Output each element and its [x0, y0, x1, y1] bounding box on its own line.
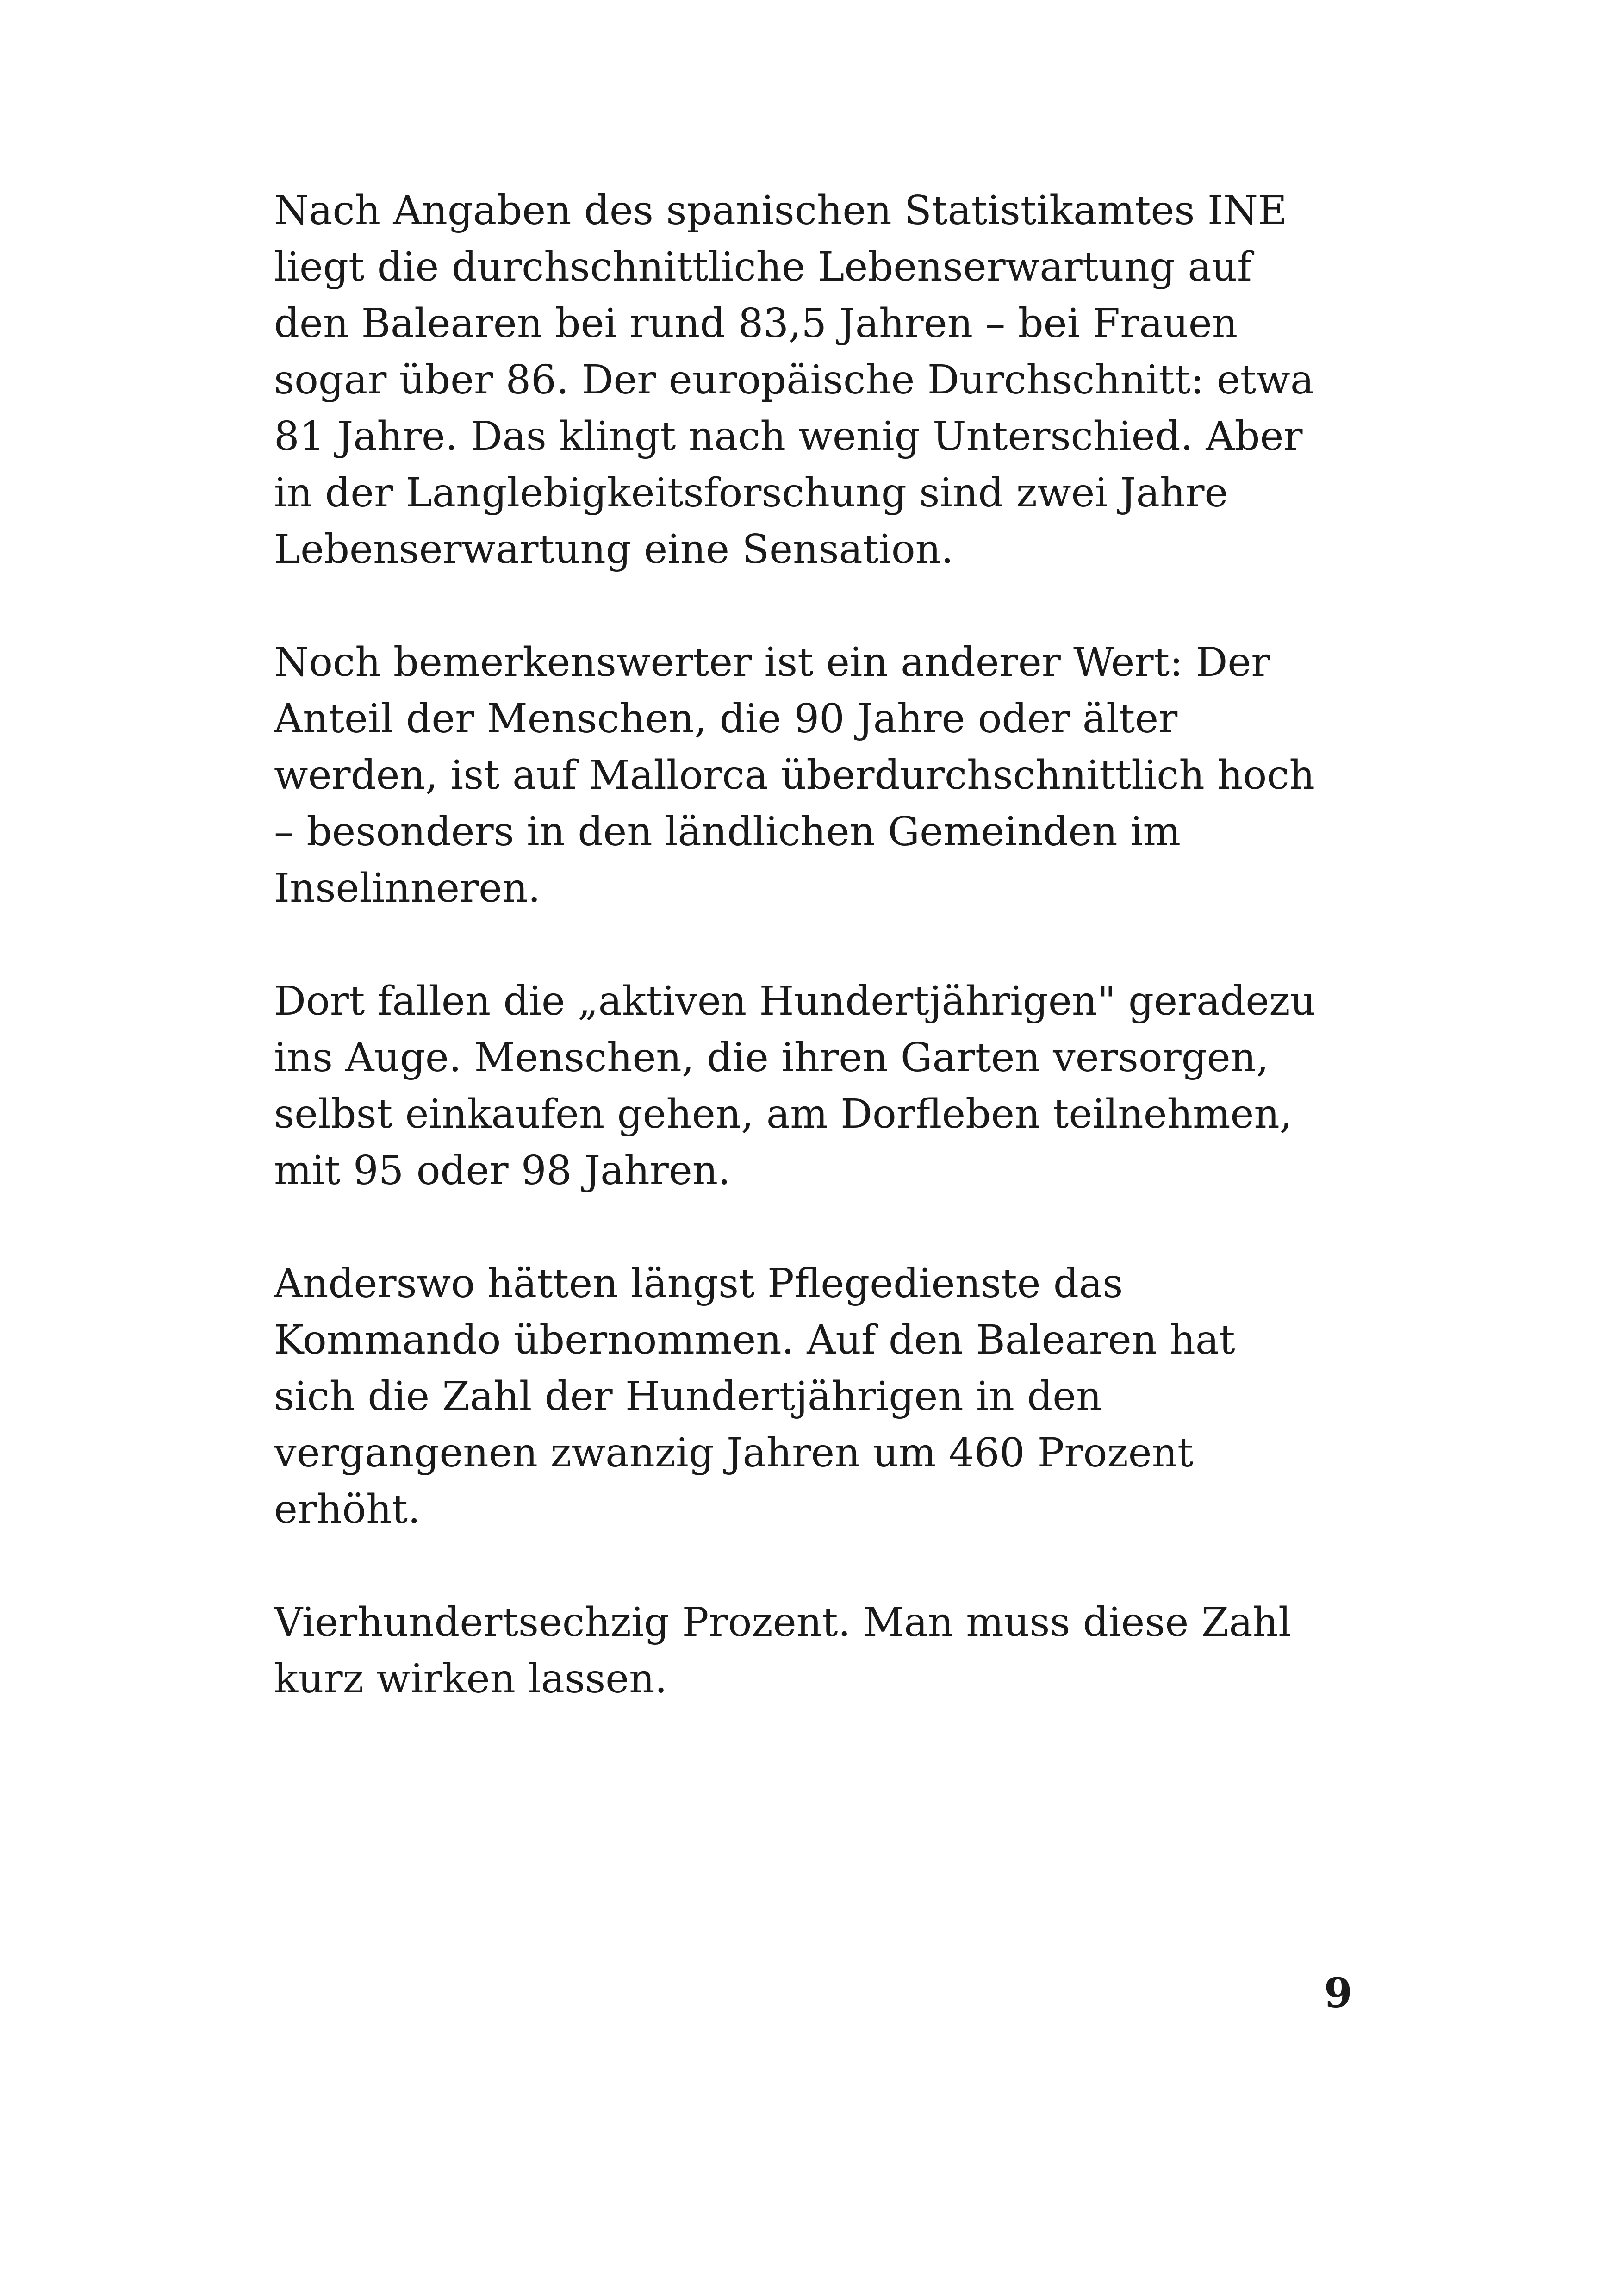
text-line: in der Langlebigkeitsforschung sind zwei Jahre: [274, 470, 1228, 516]
paragraph-4: [274, 1255, 1357, 1538]
text-line: erhöht.: [274, 1486, 421, 1533]
text-line: Vierhundertsechzig Prozent. Man muss diese Zahl: [274, 1599, 1291, 1646]
text-line: Anteil der Menschen, die 90 Jahre oder älter: [274, 696, 1178, 742]
paragraph-2: [274, 634, 1357, 917]
text-line: Kommando übernommen. Auf den Balearen hat: [274, 1317, 1235, 1363]
paragraph-1: [274, 182, 1357, 578]
text-line: sogar über 86. Der europäische Durchschnitt: etwa: [274, 357, 1314, 403]
text-line: den Balearen bei rund 83,5 Jahren – bei Frauen: [274, 300, 1238, 347]
text-line: werden, ist auf Mallorca überdurchschnittlich hoch: [274, 752, 1315, 799]
text-line: vergangenen zwanzig Jahren um 460 Prozent: [274, 1430, 1194, 1476]
text-line: 81 Jahre. Das klingt nach wenig Unterschied. Aber: [274, 413, 1303, 460]
paragraph-3: [274, 973, 1357, 1199]
text-line: Lebenserwartung eine Sensation.: [274, 526, 954, 573]
body-text: [274, 182, 1357, 1764]
text-line: Anderswo hätten längst Pflegedienste das: [274, 1260, 1123, 1307]
text-line: ins Auge. Menschen, die ihren Garten versorgen,: [274, 1035, 1269, 1081]
text-line: selbst einkaufen gehen, am Dorfleben teilnehmen,: [274, 1091, 1293, 1137]
text-line: sich die Zahl der Hundertjährigen in den: [274, 1373, 1102, 1420]
text-line: Inselinneren.: [274, 865, 541, 911]
text-line: Noch bemerkenswerter ist ein anderer Wert: Der: [274, 639, 1270, 686]
text-line: Nach Angaben des spanischen Statistikamtes INE: [274, 187, 1287, 234]
text-line: – besonders in den ländlichen Gemeinden im: [274, 809, 1181, 855]
paragraph-5: [274, 1594, 1357, 1707]
text-line: kurz wirken lassen.: [274, 1656, 667, 1702]
text-line: mit 95 oder 98 Jahren.: [274, 1148, 731, 1194]
text-line: Dort fallen die „aktiven Hundertjährigen" geradezu: [274, 978, 1316, 1024]
page-number: 9: [1324, 1969, 1352, 2017]
text-line: liegt die durchschnittliche Lebenserwartung auf: [274, 244, 1252, 290]
